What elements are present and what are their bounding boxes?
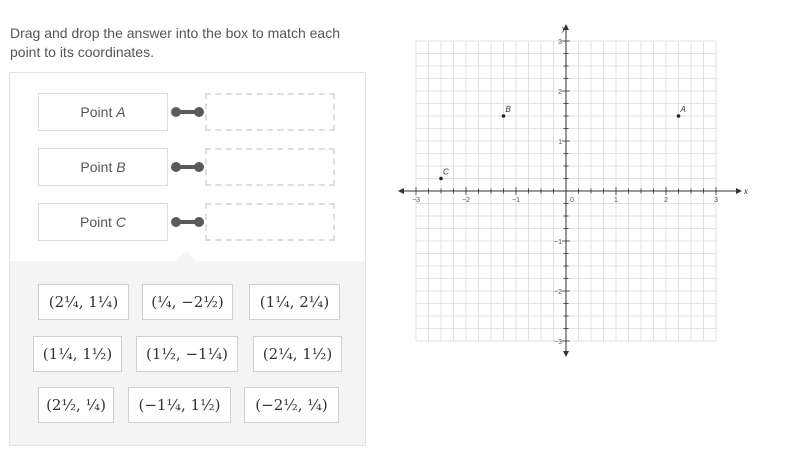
y-axis-arrow-down	[563, 351, 569, 357]
plotted-point	[439, 177, 443, 181]
point-a-label	[38, 93, 168, 131]
y-tick-label: 2	[558, 89, 562, 96]
x-tick-label: −3	[412, 197, 420, 204]
y-tick-label: −3	[554, 339, 562, 346]
answer-bank	[10, 261, 365, 445]
y-tick-label: −2	[554, 289, 562, 296]
point-letter: A	[116, 104, 126, 120]
plotted-point	[677, 114, 681, 118]
plotted-point-label: A	[680, 105, 686, 114]
plotted-point-label: C	[443, 167, 449, 177]
plotted-point	[502, 114, 506, 118]
match-row-point-c	[38, 203, 338, 243]
match-row-point-b	[38, 148, 338, 188]
point-c-label	[38, 203, 168, 241]
answer-choice[interactable]: (2½, ¼)	[38, 387, 114, 423]
drop-box-point-b[interactable]	[205, 148, 335, 186]
answer-choice[interactable]: (1½, −1¼)	[136, 336, 238, 372]
x-axis-arrow-left	[398, 188, 404, 194]
answer-choice[interactable]: (1¼, 1½)	[33, 336, 122, 372]
point-word: Point	[80, 104, 113, 120]
x-tick-label: 1	[614, 197, 618, 204]
answer-choice[interactable]: (1¼, 2¼)	[249, 284, 340, 320]
point-word: Point	[80, 214, 112, 230]
match-row-point-a	[38, 93, 338, 133]
point-letter: C	[115, 214, 126, 230]
y-tick-label: −1	[554, 239, 562, 246]
point-letter: B	[116, 159, 126, 175]
x-axis-label: x	[744, 187, 748, 196]
drop-box-point-c[interactable]	[205, 203, 335, 241]
drop-box-point-a[interactable]	[205, 93, 335, 131]
answer-choice[interactable]: (¼, −2½)	[142, 284, 233, 320]
connector-icon	[170, 106, 205, 118]
instructions-text: Drag and drop the answer into the box to match each point to its coordinates.	[10, 25, 340, 60]
y-tick-label: 1	[558, 139, 562, 146]
coordinate-grid	[398, 22, 750, 358]
bank-notch	[176, 251, 196, 261]
answer-choice[interactable]: (2¼, 1¼)	[38, 284, 129, 320]
answer-choice[interactable]: (−2½, ¼)	[244, 387, 339, 423]
coordinate-plane	[398, 22, 750, 358]
connector-icon	[170, 216, 205, 228]
x-tick-label: −2	[462, 197, 470, 204]
drag-drop-panel	[9, 72, 366, 446]
connector-icon	[170, 161, 205, 173]
answer-choice[interactable]: (2¼, 1½)	[253, 336, 342, 372]
x-tick-label: 3	[714, 197, 718, 204]
x-tick-label: 2	[664, 197, 668, 204]
y-axis-label: y	[562, 24, 566, 33]
y-tick-label: 3	[558, 39, 562, 46]
x-tick-label: −1	[512, 197, 520, 204]
answer-choice[interactable]: (−1¼, 1½)	[128, 387, 231, 423]
point-word: Point	[80, 159, 113, 175]
point-b-label	[38, 148, 168, 186]
x-tick-label: 0	[570, 197, 574, 204]
x-axis-arrow-right	[736, 188, 742, 194]
plotted-point-label: B	[505, 105, 511, 114]
